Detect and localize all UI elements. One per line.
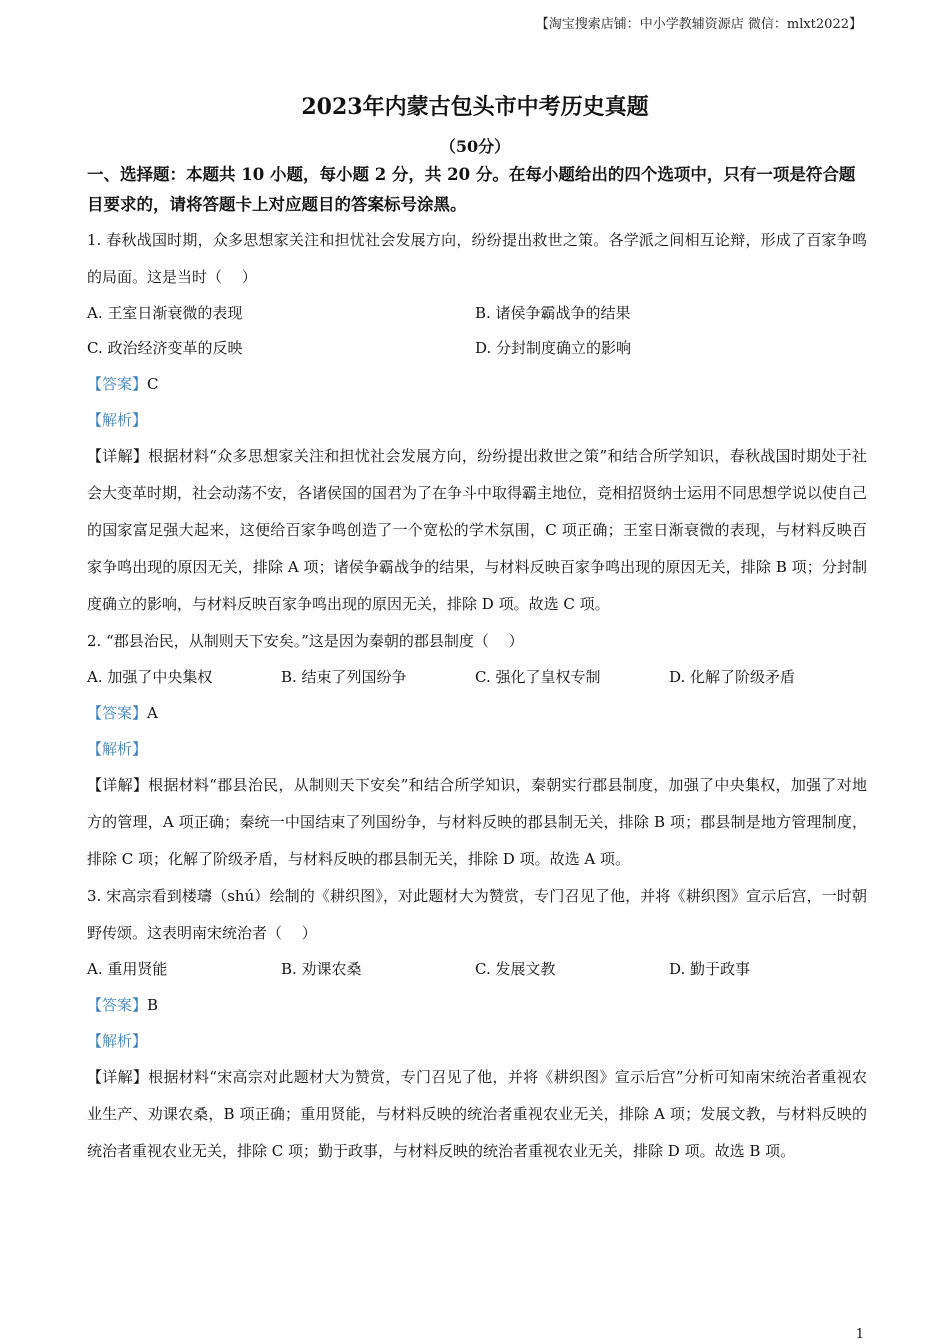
detail-tag: 【详解】: [87, 447, 149, 465]
question-stem: 1. 春秋战国时期，众多思想家关注和担忧社会发展方向，纷纷提出救世之策。各学派之间相互论辩，形成了百家争鸣的局面。这是当时（ ）: [87, 231, 867, 286]
question-options: [87, 296, 867, 331]
question-stem: 2. “郡县治民，从制则天下安矣。”这是因为秦朝的郡县制度（ ）: [87, 632, 524, 650]
question-options: [87, 952, 867, 987]
option-c: C. 政治经济变革的反映: [87, 339, 243, 357]
answer-line: [87, 987, 867, 1023]
question-1: [87, 222, 867, 623]
option-b: B. 诸侯争霸战争的结果: [475, 304, 631, 322]
detail-text: 根据材料“宋高宗对此题材大为赞赏，专门召见了他，并将《耕织图》宣示后宫”分析可知南宋统治者重视农业生产、劝课农桑，B 项正确；重用贤能，与材料反映的统治者重视农业无关，排除 A 项；发展文教，与材料反映的统治者重视农业无关，排除 C 项；勤于政事，与材料反映的统治者重视农业无关，排除 D 项。故选 B 项。: [87, 1068, 867, 1160]
total-score: （50分）: [439, 137, 511, 156]
option-c: C. 强化了皇权专制: [475, 668, 601, 686]
answer-line: [87, 695, 867, 731]
answer-value: C: [147, 375, 159, 393]
exam-content: [87, 160, 867, 1170]
option-b: B. 结束了列国纷争: [281, 668, 407, 686]
option-b: B. 劝课农桑: [281, 960, 362, 978]
page-title: 2023年内蒙古包头市中考历史真题: [301, 94, 649, 120]
option-a: A. 重用贤能: [87, 960, 168, 978]
option-c: C. 发展文教: [475, 960, 556, 978]
analysis-line: [87, 402, 867, 438]
answer-line: [87, 366, 867, 402]
detail-paragraph: [87, 438, 867, 623]
detail-tag: 【详解】: [87, 1068, 149, 1086]
answer-value: A: [147, 704, 158, 722]
detail-text: 根据材料“郡县治民，从制则天下安矣”和结合所学知识，秦朝实行郡县制度，加强了中央集权，加强了对地方的管理，A 项正确；秦统一中国结束了列国纷争，与材料反映的郡县制无关，排除 B 项；郡县制是地方管理制度，排除 C 项；化解了阶级矛盾，与材料反映的郡县制无关，排除 D 项。故选 A 项。: [87, 776, 867, 868]
answer-tag: 【答案】: [87, 704, 148, 722]
analysis-tag: 【解析】: [87, 1032, 148, 1050]
header-note: 【淘宝搜索店铺：中小学教辅资源店 微信：mlxt2022】: [535, 17, 862, 32]
option-d: D. 分封制度确立的影响: [475, 339, 632, 357]
option-a: A. 王室日渐衰微的表现: [87, 304, 243, 322]
question-stem: 3. 宋高宗看到楼璹（shú）绘制的《耕织图》，对此题材大为赞赏，专门召见了他，并将《耕织图》宣示后宫，一时朝野传颂。这表明南宋统治者（ ）: [87, 887, 867, 942]
analysis-line: [87, 731, 867, 767]
analysis-line: [87, 1023, 867, 1059]
answer-tag: 【答案】: [87, 996, 148, 1014]
question-options: [87, 331, 867, 366]
question-2: [87, 623, 867, 878]
detail-text: 根据材料“众多思想家关注和担忧社会发展方向，纷纷提出救世之策”和结合所学知识，春秋战国时期处于社会大变革时期，社会动荡不安，各诸侯国的国君为了在争斗中取得霸主地位，竞相招贤纳士运用不同思想学说以使自己的国家富足强大起来，这便给百家争鸣创造了一个宽松的学术氛围，C 项正确；王室日渐衰微的表现，与材料反映百家争鸣出现的原因无关，排除 A 项；诸侯争霸战争的结果，与材料反映百家争鸣出现的原因无关，排除 B 项；分封制度确立的影响，与材料反映百家争鸣出现的原因无关，排除 D 项。故选 C 项。: [87, 447, 868, 613]
answer-value: B: [147, 996, 159, 1014]
option-d: D. 化解了阶级矛盾: [669, 668, 796, 686]
detail-paragraph: [87, 767, 867, 878]
option-a: A. 加强了中央集权: [87, 668, 213, 686]
question-3: [87, 878, 867, 1170]
detail-paragraph: [87, 1059, 867, 1170]
analysis-tag: 【解析】: [87, 411, 148, 429]
answer-tag: 【答案】: [87, 375, 148, 393]
page-number: 1: [855, 1327, 864, 1342]
detail-tag: 【详解】: [87, 776, 149, 794]
question-options: [87, 660, 867, 695]
analysis-tag: 【解析】: [87, 740, 148, 758]
option-d: D. 勤于政事: [669, 960, 751, 978]
section-heading: 一、选择题：本题共 10 小题，每小题 2 分，共 20 分。在每小题给出的四个选项中，只有一项是符合题目要求的，请将答题卡上对应题目的答案标号涂黑。: [87, 165, 856, 214]
